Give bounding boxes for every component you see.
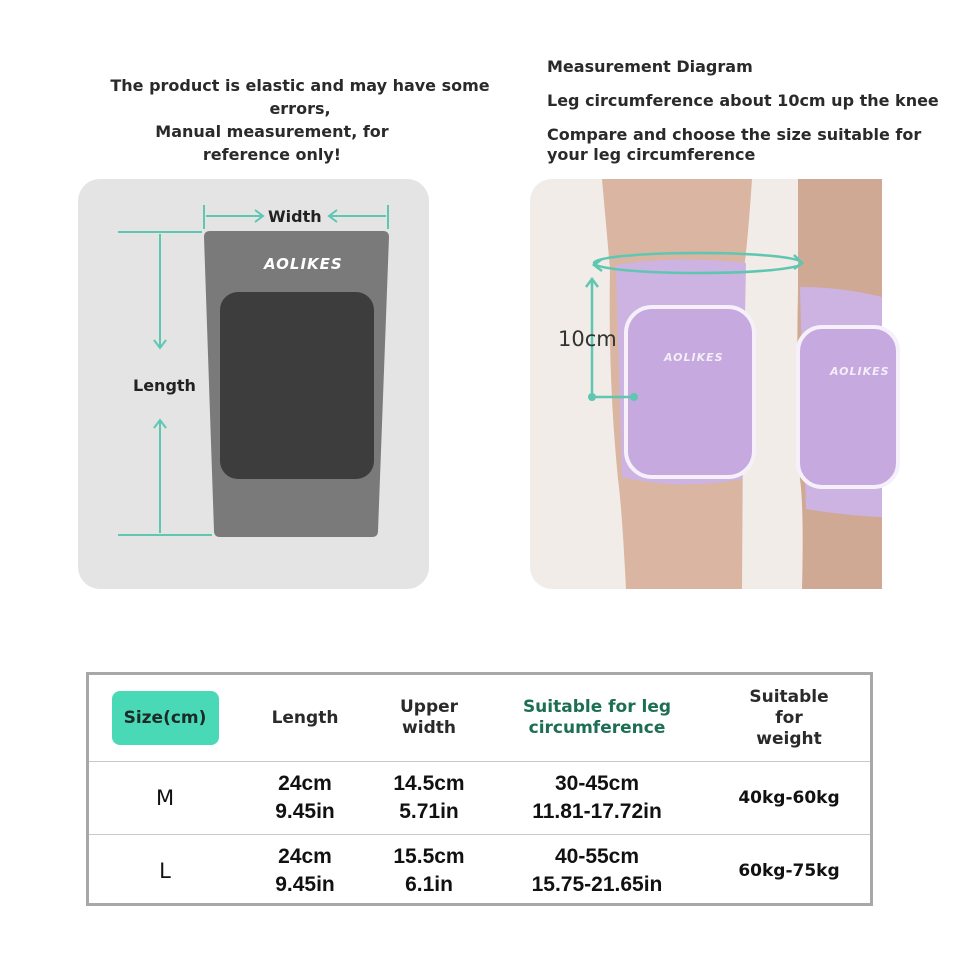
- brand-logo: AOLIKES: [264, 255, 343, 273]
- row-width: [369, 761, 489, 834]
- right-knee-pad-cushion: [798, 327, 898, 487]
- width-cm: 15.5cm: [393, 844, 465, 868]
- row-weight: 60kg-75kg: [738, 860, 840, 881]
- length-cm: 24cm: [278, 771, 332, 795]
- header-upper-width: Upper width: [399, 697, 459, 738]
- height-label: 10cm: [558, 327, 617, 351]
- width-in: 6.1in: [405, 872, 453, 896]
- legs-with-knee-pads-illustration: [530, 179, 882, 589]
- row-size: L: [159, 858, 171, 883]
- row-length: [241, 761, 369, 834]
- header-weight: Suitable for weight: [749, 686, 829, 749]
- header-length: Length: [271, 707, 339, 728]
- row-width: [369, 835, 489, 906]
- width-cm: 14.5cm: [393, 771, 465, 795]
- leg-measurement-illustration: [530, 179, 890, 589]
- left-knee-pad-cushion: [626, 307, 754, 477]
- header-size-cell: [89, 675, 241, 761]
- row-leg: [489, 761, 705, 834]
- row-length: [241, 835, 369, 906]
- table-header-row: [89, 675, 870, 762]
- leg-in: 11.81-17.72in: [532, 799, 662, 823]
- disclaimer-note: [80, 74, 520, 166]
- measurement-line-1: Leg circumference about 10cm up the knee: [547, 91, 939, 110]
- size-badge: Size(cm): [112, 691, 219, 745]
- length-in: 9.45in: [275, 799, 335, 823]
- leg-cm: 30-45cm: [554, 771, 640, 795]
- table-row: [89, 835, 870, 906]
- length-label: Length: [133, 376, 196, 395]
- row-weight: 40kg-60kg: [738, 787, 840, 808]
- row-leg: [489, 835, 705, 906]
- size-table: [86, 672, 873, 906]
- brand-logo-right-pad: AOLIKES: [830, 365, 890, 378]
- brand-logo-left-pad: AOLIKES: [664, 351, 724, 364]
- table-row: [89, 761, 870, 835]
- knee-pad-dimension-diagram: [78, 179, 429, 589]
- length-cm: 24cm: [278, 844, 332, 868]
- knee-pad-outline-illustration: [78, 179, 429, 589]
- width-label: Width: [268, 207, 322, 226]
- measurement-instructions: [547, 57, 947, 179]
- header-leg-circumference: Suitable for leg circumference: [522, 697, 672, 738]
- leg-in: 15.75-21.65in: [531, 872, 663, 896]
- disclaimer-line-1: The product is elastic and may have some errors,: [110, 76, 490, 118]
- knee-pad-cushion: [220, 292, 374, 479]
- length-in: 9.45in: [275, 872, 335, 896]
- measurement-title: Measurement Diagram: [547, 57, 753, 76]
- leg-cm: 40-55cm: [554, 844, 640, 868]
- width-in: 5.71in: [399, 799, 459, 823]
- measurement-line-2: Compare and choose the size suitable for your leg circumference: [547, 125, 922, 164]
- row-size: M: [155, 785, 175, 810]
- disclaimer-line-2: Manual measurement, for reference only!: [155, 122, 389, 164]
